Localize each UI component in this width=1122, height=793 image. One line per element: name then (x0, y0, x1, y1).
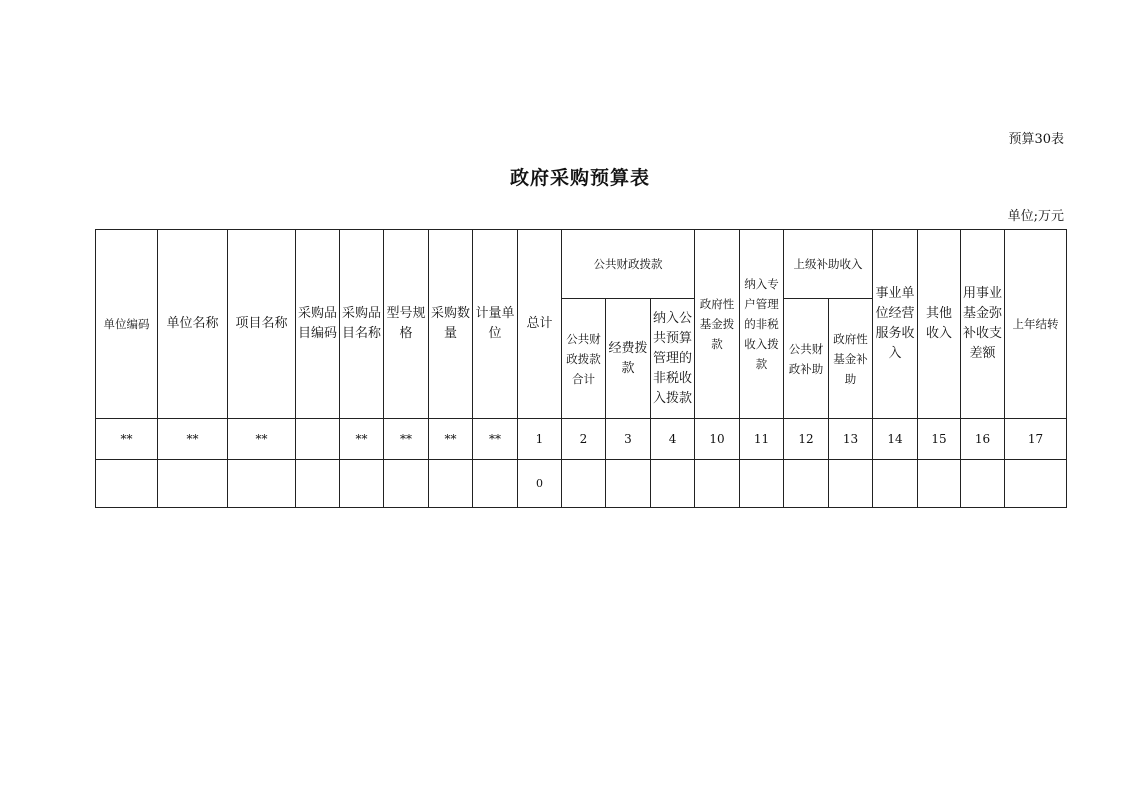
header-fee-allocation: 经费拨款 (606, 299, 651, 419)
index-cell: 3 (606, 419, 651, 460)
header-superior-subsidy-group: 上级补助收入 (784, 230, 873, 299)
header-gov-fund-subsidy: 政府性基金补助 (829, 299, 873, 419)
header-public-finance-group: 公共财政拨款 (562, 230, 695, 299)
index-cell (296, 419, 340, 460)
index-cell: 4 (651, 419, 695, 460)
header-gov-fund: 政府性基金拨款 (695, 230, 740, 419)
header-fund-deficit: 用事业基金弥补收支差额 (961, 230, 1005, 419)
index-cell: 13 (829, 419, 873, 460)
unit-label: 单位;万元 (1007, 209, 1064, 224)
data-cell (1005, 460, 1067, 508)
index-row (96, 419, 1067, 460)
index-cell: 1 (518, 419, 562, 460)
header-model-spec: 型号规格 (384, 230, 429, 419)
header-carryover: 上年结转 (1005, 230, 1067, 419)
data-cell-total: 0 (518, 460, 562, 508)
table-number: 预算30表 (1008, 132, 1064, 147)
header-public-finance-subsidy: 公共财政补助 (784, 299, 829, 419)
data-cell (228, 460, 296, 508)
data-cell (473, 460, 518, 508)
header-public-finance-subtotal: 公共财政拨款合计 (562, 299, 606, 419)
data-cell (873, 460, 918, 508)
data-cell (695, 460, 740, 508)
index-cell: 17 (1005, 419, 1067, 460)
header-project-name: 项目名称 (228, 230, 296, 419)
header-quantity: 采购数量 (429, 230, 473, 419)
index-cell: 15 (918, 419, 961, 460)
index-cell: 2 (562, 419, 606, 460)
procurement-budget-table (95, 229, 1067, 508)
index-cell: 16 (961, 419, 1005, 460)
header-total: 总计 (518, 230, 562, 419)
header-item-code: 采购品目编码 (296, 230, 340, 419)
index-cell: 10 (695, 419, 740, 460)
header-other-income: 其他收入 (918, 230, 961, 419)
index-cell: ** (429, 419, 473, 460)
data-row (96, 460, 1067, 508)
header-non-tax-budget: 纳入公共预算管理的非税收入拨款 (651, 299, 695, 419)
data-cell (384, 460, 429, 508)
data-cell (651, 460, 695, 508)
header-unit-code: 单位编码 (96, 230, 158, 419)
index-cell: 12 (784, 419, 829, 460)
index-cell: ** (158, 419, 228, 460)
index-cell: ** (96, 419, 158, 460)
index-cell: ** (228, 419, 296, 460)
data-cell (829, 460, 873, 508)
index-cell: ** (384, 419, 429, 460)
page-title: 政府采购预算表 (509, 167, 650, 189)
data-cell (429, 460, 473, 508)
data-cell (96, 460, 158, 508)
data-cell (340, 460, 384, 508)
header-item-name: 采购品目名称 (340, 230, 384, 419)
data-cell (562, 460, 606, 508)
header-measure-unit: 计量单位 (473, 230, 518, 419)
header-business-income: 事业单位经营服务收入 (873, 230, 918, 419)
data-cell (740, 460, 784, 508)
index-cell: 11 (740, 419, 784, 460)
index-cell: ** (473, 419, 518, 460)
data-cell (918, 460, 961, 508)
data-cell (606, 460, 651, 508)
header-special-account-non-tax: 纳入专户管理的非税收入拨款 (740, 230, 784, 419)
index-cell: 14 (873, 419, 918, 460)
data-cell (158, 460, 228, 508)
data-cell (296, 460, 340, 508)
data-cell (961, 460, 1005, 508)
data-cell (784, 460, 829, 508)
header-unit-name: 单位名称 (158, 230, 228, 419)
index-cell: ** (340, 419, 384, 460)
